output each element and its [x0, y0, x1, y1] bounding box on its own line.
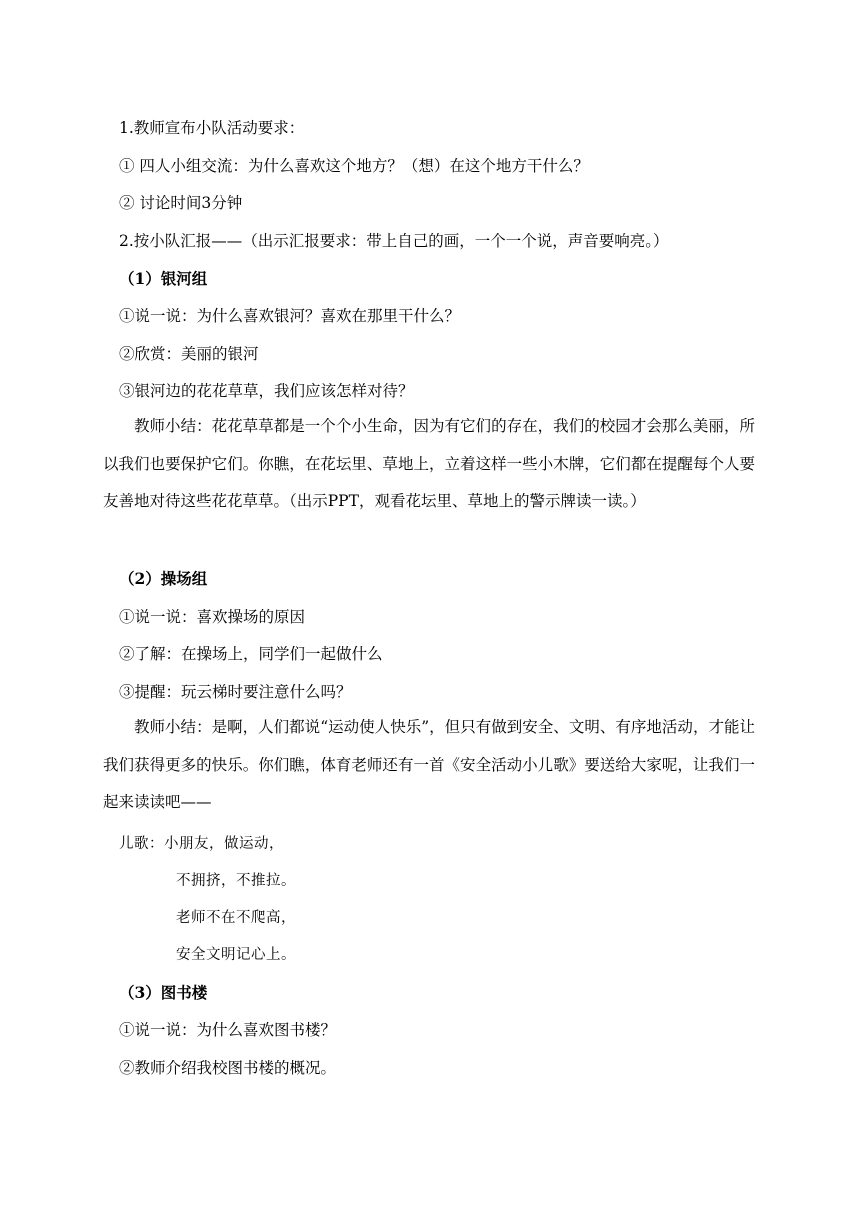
nursery-rhyme-line-3: 老师不在不爬高，	[176, 910, 296, 926]
step-1-heading: 1.教师宣布小队活动要求：	[119, 119, 305, 137]
library-item-2: ②教师介绍我校图书楼的概况。	[119, 1059, 337, 1077]
step-2-heading: 2.按小队汇报——（出示汇报要求：带上自己的画，一个一个说，声音要响亮。）	[119, 232, 669, 250]
nursery-rhyme-line-2: 不拥挤，不推拉。	[176, 873, 296, 889]
teacher-summary-2: 教师小结：是啊，人们都说“运动使人快乐”，但只有做到安全、文明、有序地活动，才能让我们获得更多的快乐。你们瞧，体育老师还有一首《安全活动小儿歌》要送给大家呢，让我们一起来读读吧——	[103, 718, 755, 811]
playground-item-1: ①说一说：喜欢操场的原因	[119, 608, 306, 626]
requirement-item-2: ② 讨论时间3分钟	[119, 194, 243, 212]
yinhe-item-3: ③银河边的花花草草，我们应该怎样对待？	[119, 382, 414, 400]
requirement-item-1: ① 四人小组交流：为什么喜欢这个地方？（想）在这个地方干什么？	[119, 157, 589, 175]
section-heading-yinhe: （1）银河组	[119, 269, 208, 288]
yinhe-item-1: ①说一说：为什么喜欢银河？喜欢在那里干什么？	[119, 307, 461, 325]
teacher-summary-1: 教师小结：花花草草都是一个个小生命，因为有它们的存在，我们的校园才会那么美丽，所以我们也要保护它们。你瞧，在花坛里、草地上，立着这样一些小木牌，它们都在提醒每个人要友善地对待这些花花草草。（出示PPT，观看花坛里、草地上的警示牌读一读。）	[103, 417, 755, 510]
playground-item-2: ②了解：在操场上，同学们一起做什么	[119, 645, 383, 663]
nursery-rhyme-line-4: 安全文明记心上。	[176, 947, 296, 963]
section-heading-library: （3）图书楼	[119, 983, 208, 1002]
yinhe-item-2: ②欣赏：美丽的银河	[119, 345, 259, 363]
section-heading-playground: （2）操场组	[119, 569, 208, 588]
nursery-rhyme-line-1: 儿歌：小朋友，做运动，	[119, 836, 284, 852]
playground-item-3: ③提醒：玩云梯时要注意什么吗？	[119, 683, 352, 701]
library-item-1: ①说一说：为什么喜欢图书楼？	[119, 1021, 337, 1039]
